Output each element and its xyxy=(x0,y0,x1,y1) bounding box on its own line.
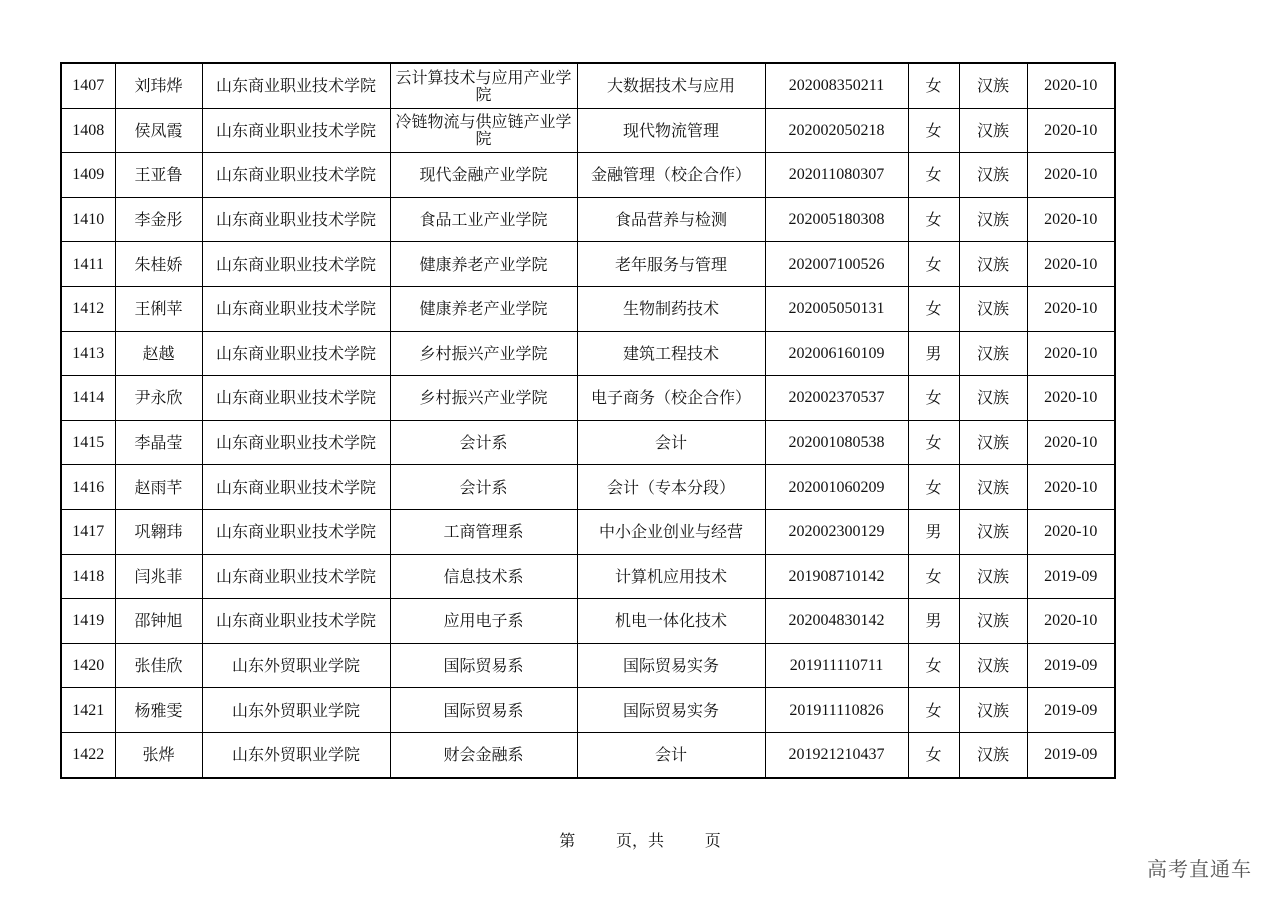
gender: 女 xyxy=(908,376,959,421)
table-row xyxy=(61,643,1115,688)
student-table xyxy=(60,62,1116,779)
enroll-date: 2019-09 xyxy=(1027,554,1115,599)
gender: 女 xyxy=(908,197,959,242)
enroll-date: 2020-10 xyxy=(1027,242,1115,287)
table-row xyxy=(61,599,1115,644)
row-index: 1407 xyxy=(61,63,115,108)
major-name: 建筑工程技术 xyxy=(577,331,765,376)
department-name: 会计系 xyxy=(390,465,577,510)
school-name: 山东商业职业技术学院 xyxy=(202,153,390,198)
school-name: 山东外贸职业学院 xyxy=(202,732,390,777)
school-name: 山东商业职业技术学院 xyxy=(202,286,390,331)
student-id: 202005180308 xyxy=(765,197,908,242)
department-name: 应用电子系 xyxy=(390,599,577,644)
student-name: 朱桂娇 xyxy=(115,242,202,287)
table-row xyxy=(61,465,1115,510)
student-name: 王亚鲁 xyxy=(115,153,202,198)
ethnicity: 汉族 xyxy=(959,599,1027,644)
enroll-date: 2020-10 xyxy=(1027,465,1115,510)
gender: 女 xyxy=(908,63,959,108)
major-name: 国际贸易实务 xyxy=(577,688,765,733)
table-row xyxy=(61,331,1115,376)
table-row xyxy=(61,242,1115,287)
enroll-date: 2020-10 xyxy=(1027,63,1115,108)
major-name: 老年服务与管理 xyxy=(577,242,765,287)
ethnicity: 汉族 xyxy=(959,465,1027,510)
major-name: 现代物流管理 xyxy=(577,108,765,153)
department-name: 国际贸易系 xyxy=(390,643,577,688)
enroll-date: 2020-10 xyxy=(1027,509,1115,554)
school-name: 山东商业职业技术学院 xyxy=(202,331,390,376)
table-row xyxy=(61,286,1115,331)
student-id: 202002370537 xyxy=(765,376,908,421)
row-index: 1411 xyxy=(61,242,115,287)
enroll-date: 2019-09 xyxy=(1027,688,1115,733)
footer-middle: 页，共 xyxy=(615,831,664,850)
row-index: 1415 xyxy=(61,420,115,465)
department-name: 乡村振兴产业学院 xyxy=(390,376,577,421)
student-id: 201911110826 xyxy=(765,688,908,733)
student-id: 201921210437 xyxy=(765,732,908,777)
student-id: 201908710142 xyxy=(765,554,908,599)
ethnicity: 汉族 xyxy=(959,688,1027,733)
department-name: 会计系 xyxy=(390,420,577,465)
ethnicity: 汉族 xyxy=(959,420,1027,465)
gender: 男 xyxy=(908,509,959,554)
gender: 女 xyxy=(908,554,959,599)
row-index: 1413 xyxy=(61,331,115,376)
table-row xyxy=(61,732,1115,777)
gender: 女 xyxy=(908,420,959,465)
student-name: 闫兆菲 xyxy=(115,554,202,599)
student-name: 王俐苹 xyxy=(115,286,202,331)
gender: 女 xyxy=(908,286,959,331)
department-name: 冷链物流与供应链产业学院 xyxy=(390,108,577,153)
ethnicity: 汉族 xyxy=(959,509,1027,554)
ethnicity: 汉族 xyxy=(959,242,1027,287)
student-name: 尹永欣 xyxy=(115,376,202,421)
major-name: 大数据技术与应用 xyxy=(577,63,765,108)
department-name: 云计算技术与应用产业学院 xyxy=(390,63,577,108)
gender: 女 xyxy=(908,242,959,287)
major-name: 国际贸易实务 xyxy=(577,643,765,688)
student-id: 202002050218 xyxy=(765,108,908,153)
enroll-date: 2020-10 xyxy=(1027,197,1115,242)
table-row xyxy=(61,197,1115,242)
row-index: 1420 xyxy=(61,643,115,688)
row-index: 1410 xyxy=(61,197,115,242)
footer-suffix: 页 xyxy=(704,831,721,850)
ethnicity: 汉族 xyxy=(959,554,1027,599)
enroll-date: 2019-09 xyxy=(1027,643,1115,688)
major-name: 中小企业创业与经营 xyxy=(577,509,765,554)
student-id: 202001080538 xyxy=(765,420,908,465)
major-name: 电子商务（校企合作） xyxy=(577,376,765,421)
major-name: 计算机应用技术 xyxy=(577,554,765,599)
row-index: 1418 xyxy=(61,554,115,599)
gender: 男 xyxy=(908,599,959,644)
school-name: 山东商业职业技术学院 xyxy=(202,465,390,510)
watermark-logo: 高考直通车 xyxy=(1147,857,1252,881)
student-name: 李晶莹 xyxy=(115,420,202,465)
department-name: 健康养老产业学院 xyxy=(390,242,577,287)
ethnicity: 汉族 xyxy=(959,732,1027,777)
major-name: 会计（专本分段） xyxy=(577,465,765,510)
ethnicity: 汉族 xyxy=(959,197,1027,242)
row-index: 1412 xyxy=(61,286,115,331)
student-name: 杨雅雯 xyxy=(115,688,202,733)
gender: 女 xyxy=(908,732,959,777)
department-name: 信息技术系 xyxy=(390,554,577,599)
department-name: 工商管理系 xyxy=(390,509,577,554)
student-id: 202011080307 xyxy=(765,153,908,198)
school-name: 山东外贸职业学院 xyxy=(202,688,390,733)
footer-prefix: 第 xyxy=(559,831,576,850)
major-name: 会计 xyxy=(577,732,765,777)
department-name: 现代金融产业学院 xyxy=(390,153,577,198)
student-name: 张佳欣 xyxy=(115,643,202,688)
ethnicity: 汉族 xyxy=(959,286,1027,331)
gender: 女 xyxy=(908,465,959,510)
major-name: 机电一体化技术 xyxy=(577,599,765,644)
row-index: 1422 xyxy=(61,732,115,777)
department-name: 乡村振兴产业学院 xyxy=(390,331,577,376)
student-name: 巩翱玮 xyxy=(115,509,202,554)
major-name: 生物制药技术 xyxy=(577,286,765,331)
gender: 女 xyxy=(908,688,959,733)
student-id: 202005050131 xyxy=(765,286,908,331)
school-name: 山东商业职业技术学院 xyxy=(202,242,390,287)
major-name: 会计 xyxy=(577,420,765,465)
school-name: 山东商业职业技术学院 xyxy=(202,108,390,153)
school-name: 山东商业职业技术学院 xyxy=(202,420,390,465)
student-name: 李金彤 xyxy=(115,197,202,242)
ethnicity: 汉族 xyxy=(959,331,1027,376)
row-index: 1408 xyxy=(61,108,115,153)
student-name: 张烨 xyxy=(115,732,202,777)
enroll-date: 2019-09 xyxy=(1027,732,1115,777)
student-name: 邵钟旭 xyxy=(115,599,202,644)
row-index: 1416 xyxy=(61,465,115,510)
page-footer xyxy=(0,828,1280,851)
student-name: 侯凤霞 xyxy=(115,108,202,153)
table-row xyxy=(61,688,1115,733)
student-name: 赵越 xyxy=(115,331,202,376)
row-index: 1414 xyxy=(61,376,115,421)
student-name: 赵雨芊 xyxy=(115,465,202,510)
enroll-date: 2020-10 xyxy=(1027,599,1115,644)
department-name: 财会金融系 xyxy=(390,732,577,777)
table-row xyxy=(61,554,1115,599)
department-name: 健康养老产业学院 xyxy=(390,286,577,331)
gender: 男 xyxy=(908,331,959,376)
student-id: 202008350211 xyxy=(765,63,908,108)
student-name: 刘玮烨 xyxy=(115,63,202,108)
ethnicity: 汉族 xyxy=(959,63,1027,108)
school-name: 山东商业职业技术学院 xyxy=(202,599,390,644)
enroll-date: 2020-10 xyxy=(1027,153,1115,198)
row-index: 1409 xyxy=(61,153,115,198)
table-row xyxy=(61,420,1115,465)
school-name: 山东外贸职业学院 xyxy=(202,643,390,688)
ethnicity: 汉族 xyxy=(959,153,1027,198)
table-row xyxy=(61,153,1115,198)
table-row xyxy=(61,376,1115,421)
student-id: 202007100526 xyxy=(765,242,908,287)
school-name: 山东商业职业技术学院 xyxy=(202,509,390,554)
row-index: 1417 xyxy=(61,509,115,554)
gender: 女 xyxy=(908,108,959,153)
enroll-date: 2020-10 xyxy=(1027,420,1115,465)
school-name: 山东商业职业技术学院 xyxy=(202,197,390,242)
school-name: 山东商业职业技术学院 xyxy=(202,554,390,599)
gender: 女 xyxy=(908,643,959,688)
student-id: 202004830142 xyxy=(765,599,908,644)
row-index: 1419 xyxy=(61,599,115,644)
table-row xyxy=(61,509,1115,554)
table-row xyxy=(61,63,1115,108)
enroll-date: 2020-10 xyxy=(1027,286,1115,331)
enroll-date: 2020-10 xyxy=(1027,376,1115,421)
student-id: 201911110711 xyxy=(765,643,908,688)
major-name: 食品营养与检测 xyxy=(577,197,765,242)
gender: 女 xyxy=(908,153,959,198)
department-name: 食品工业产业学院 xyxy=(390,197,577,242)
student-id: 202006160109 xyxy=(765,331,908,376)
major-name: 金融管理（校企合作） xyxy=(577,153,765,198)
row-index: 1421 xyxy=(61,688,115,733)
table-row xyxy=(61,108,1115,153)
student-id: 202002300129 xyxy=(765,509,908,554)
student-id: 202001060209 xyxy=(765,465,908,510)
department-name: 国际贸易系 xyxy=(390,688,577,733)
school-name: 山东商业职业技术学院 xyxy=(202,63,390,108)
ethnicity: 汉族 xyxy=(959,643,1027,688)
enroll-date: 2020-10 xyxy=(1027,331,1115,376)
enroll-date: 2020-10 xyxy=(1027,108,1115,153)
school-name: 山东商业职业技术学院 xyxy=(202,376,390,421)
ethnicity: 汉族 xyxy=(959,376,1027,421)
ethnicity: 汉族 xyxy=(959,108,1027,153)
